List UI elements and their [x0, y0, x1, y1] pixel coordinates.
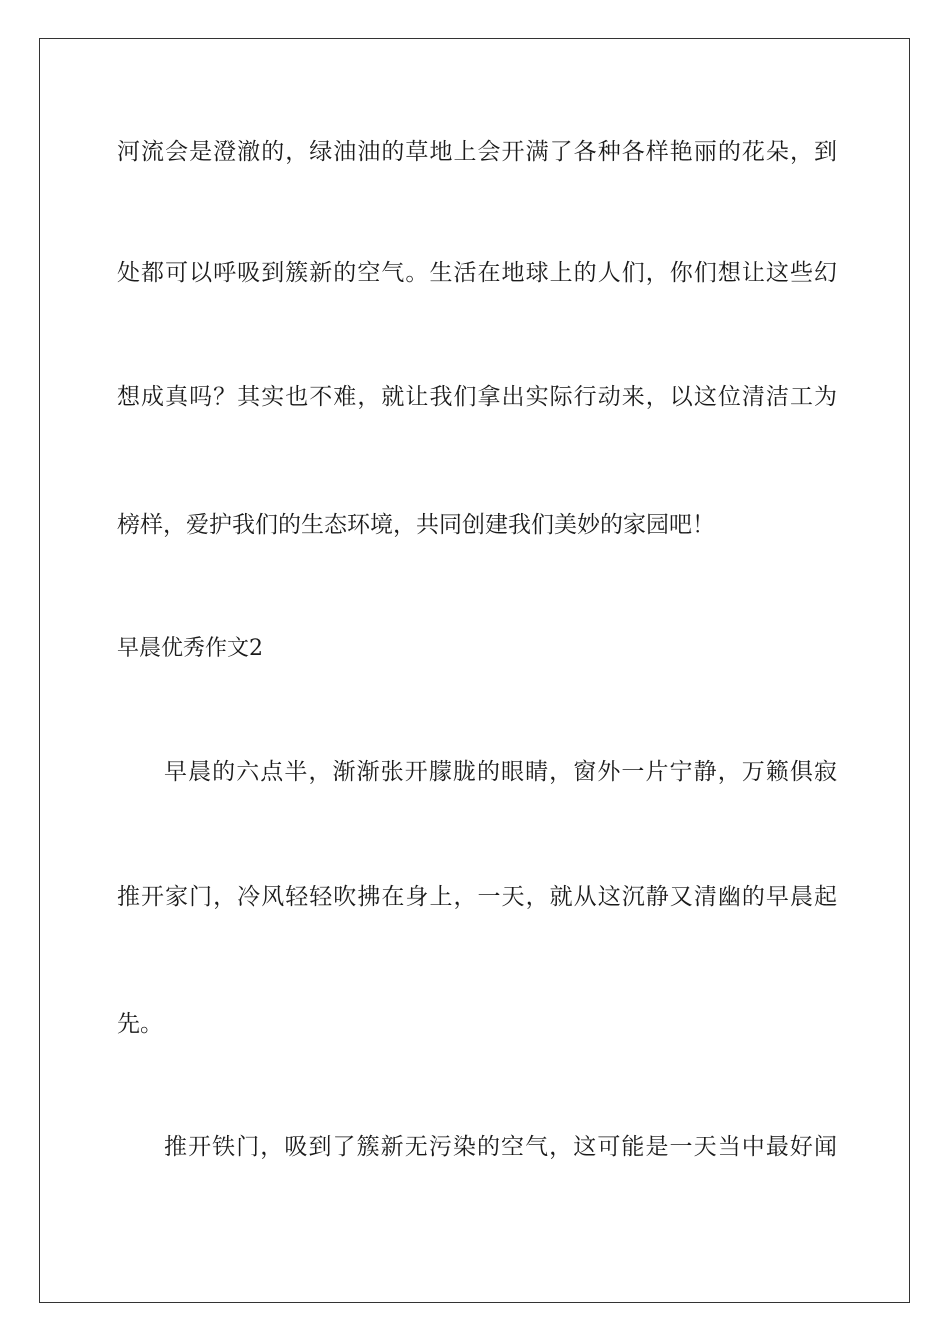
paragraph-2-line-1: 早晨的六点半，渐渐张开朦胧的眼睛，窗外一片宁静，万籁俱寂: [164, 759, 837, 785]
paragraph-1-line-1: 河流会是澄澈的，绿油油的草地上会开满了各种各样艳丽的花朵，到: [117, 139, 837, 165]
section-heading: 早晨优秀作文2: [117, 636, 263, 661]
paragraph-2-line-2: 推开家门，冷风轻轻吹拂在身上，一天，就从这沉静又清幽的早晨起: [117, 884, 837, 910]
paragraph-1-line-2: 处都可以呼吸到簇新的空气。生活在地球上的人们，你们想让这些幻: [117, 260, 837, 286]
paragraph-3-line-1: 推开铁门，吸到了簇新无污染的空气，这可能是一天当中最好闻: [164, 1134, 837, 1160]
page-frame: [39, 38, 910, 1303]
paragraph-2-line-3: 先。: [117, 1011, 163, 1037]
paragraph-1-line-4: 榜样，爱护我们的生态环境，共同创建我们美妙的家园吧！: [117, 512, 715, 538]
paragraph-1-line-3: 想成真吗？其实也不难，就让我们拿出实际行动来，以这位清洁工为: [117, 384, 837, 410]
